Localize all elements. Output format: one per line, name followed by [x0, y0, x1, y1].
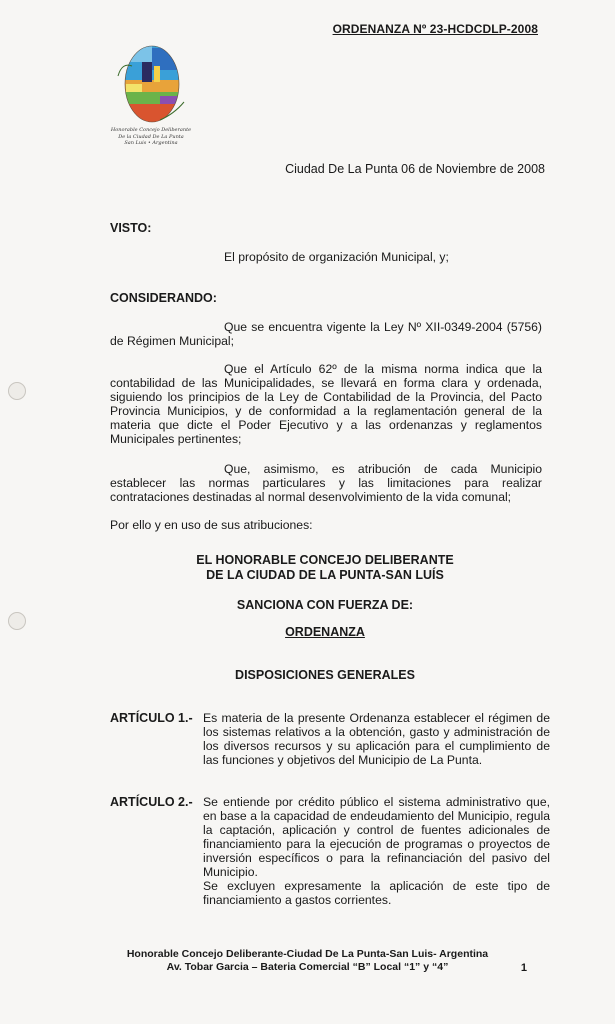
article-label: ARTÍCULO 1.- [110, 711, 193, 725]
punch-hole [8, 382, 26, 400]
considerando-paragraph: Que el Artículo 62º de la misma norma indica que la contabilidad de las Municipalidades, se llevará en forma clara y ordenada, siguiendo los principios de la Ley de Contabilidad de la Provincia, del Pacto Provincia Municipios, y de conformidad a la reglamentación general de la materia que dicte el Poder Ejecutivo y a las ordenanzas y reglamentos Municipales pertinentes; [110, 362, 542, 446]
date-line: Ciudad De La Punta 06 de Noviembre de 2008 [285, 162, 545, 176]
ordinance-reference: ORDENANZA Nº 23-HCDCDLP-2008 [332, 22, 538, 36]
article-paragraph: Es materia de la presente Ordenanza establecer el régimen de los sistemas relativos a la obtención, gasto y administración de los diversos recursos y su aplicación para el cumplimiento de las funciones y objetivos del Municipio de La Punta. [203, 711, 550, 767]
por-ello-text: Por ello y en uso de sus atribuciones: [110, 518, 313, 532]
visto-heading: VISTO: [110, 221, 152, 235]
footer-line: Honorable Concejo Deliberante-Ciudad De La Punta-San Luis- Argentina [126, 948, 489, 960]
considerando-heading: CONSIDERANDO: [110, 291, 217, 305]
article-paragraph: Se excluyen expresamente la aplicación de este tipo de financiamiento a gastos corrientes. [203, 879, 550, 907]
page-number: 1 [520, 962, 527, 974]
council-title [0, 553, 615, 583]
logo-caption-line: De la Ciudad De La Punta [118, 133, 184, 140]
sanciona-text: SANCIONA CON FUERZA DE: [236, 598, 414, 612]
article-paragraph: Se entiende por crédito público el sistema administrativo que, en base a la capacidad de endeudamiento del Municipio, regula la captación, aplicación y control de fuentes adicionales de financiamiento para la ejecución de programas o proyectos de inversión específicos o para la refinanciación del pasivo del Municipio. [203, 795, 550, 879]
logo-caption-line: Honorable Concejo Deliberante [110, 127, 192, 133]
article-2 [110, 795, 550, 907]
article-label: ARTÍCULO 2.- [110, 795, 193, 809]
article-body [203, 795, 550, 907]
council-title-line: DE LA CIUDAD DE LA PUNTA-SAN LUÍS [206, 568, 444, 582]
article-1 [110, 711, 550, 767]
visto-text: El propósito de organización Municipal, y; [224, 250, 449, 264]
article-body [203, 711, 550, 767]
considerando-paragraph: Que se encuentra vigente la Ley Nº XII-0349-2004 (5756) de Régimen Municipal; [110, 320, 542, 348]
logo-caption [106, 127, 196, 147]
footer-line: Av. Tobar Garcia – Bateria Comercial “B” Local “1” y “4” [166, 961, 449, 973]
section-title: DISPOSICIONES GENERALES [235, 668, 415, 682]
ordenanza-title: ORDENANZA [285, 625, 365, 639]
council-title-line: EL HONORABLE CONCEJO DELIBERANTE [196, 553, 454, 567]
logo-caption-line: San Luis • Argentina [124, 140, 178, 146]
ordenanza-wrapper [0, 625, 615, 640]
considerando-paragraph: Que, asimismo, es atribución de cada Municipio establecer las normas particulares y las limitaciones para realizar contrataciones destinadas al normal desenvolvimiento de la vida comunal; [110, 462, 542, 504]
